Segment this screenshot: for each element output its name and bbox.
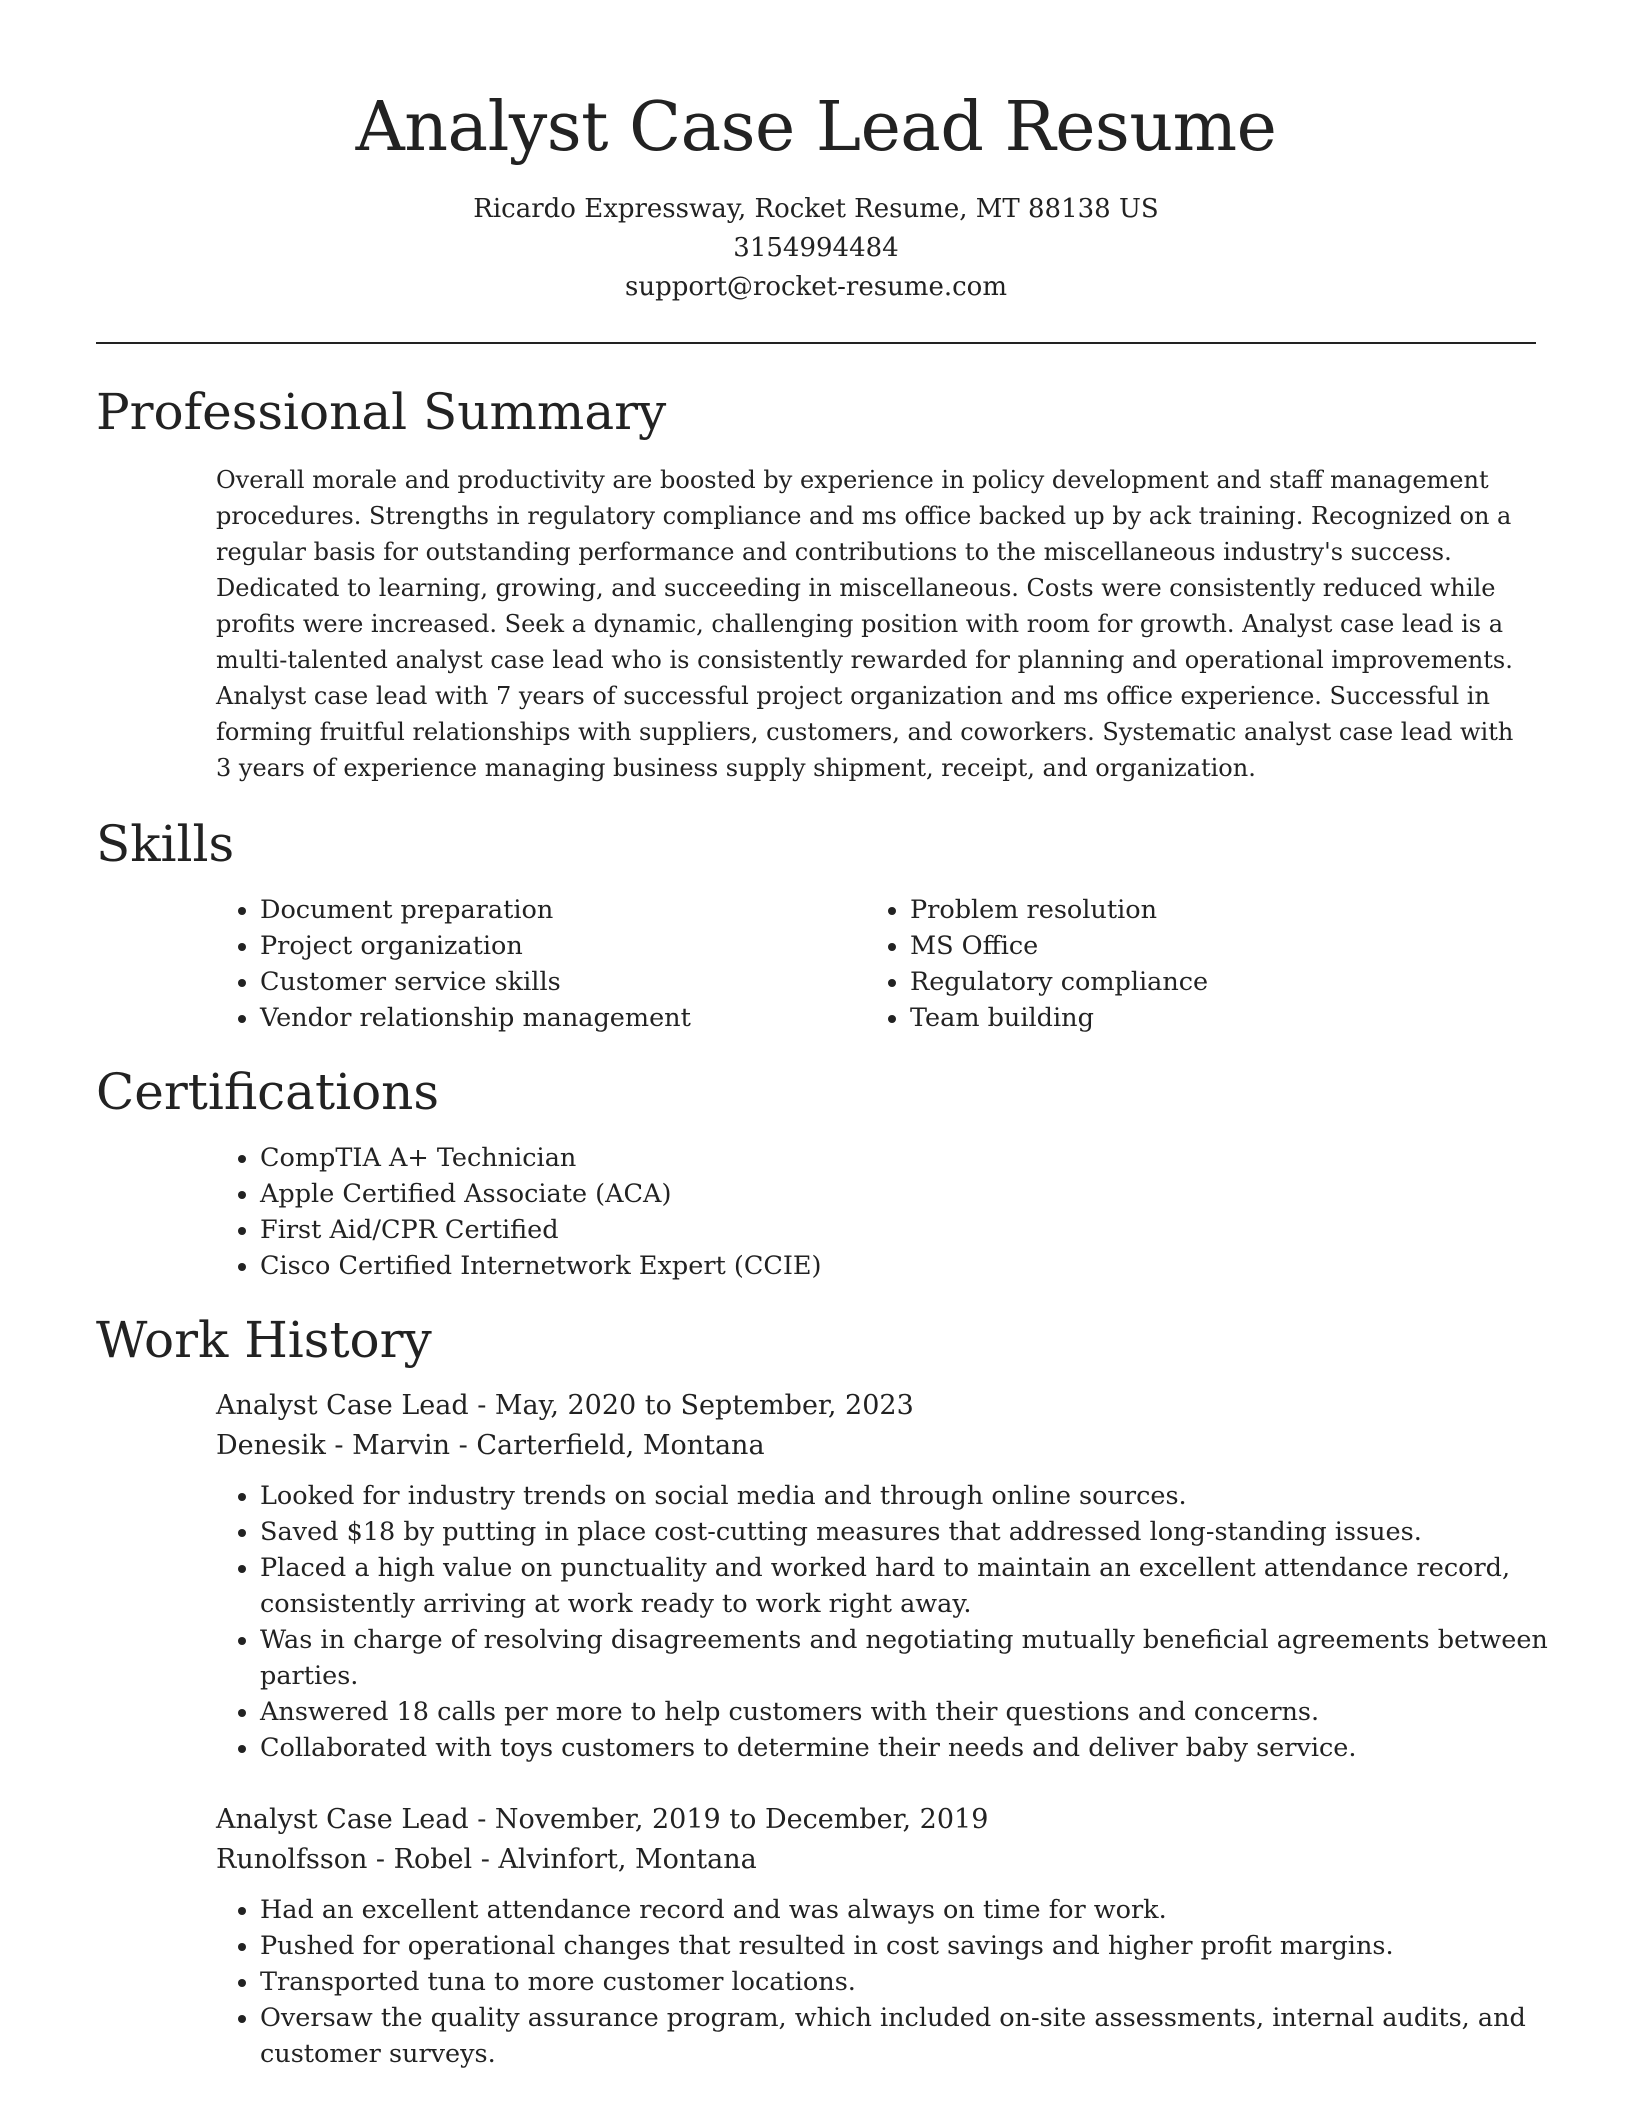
work-history-heading: Work History xyxy=(96,1311,432,1369)
list-item: • Was in charge of resolving disagreements and negotiating mutually beneficial agreements between parties. xyxy=(260,1622,1580,1694)
list-item: • Document preparation xyxy=(260,892,860,928)
list-item: • Customer service skills xyxy=(260,964,860,1000)
skills-list-left xyxy=(216,892,860,1036)
list-item: • Project organization xyxy=(260,928,860,964)
list-item: • Problem resolution xyxy=(910,892,1510,928)
list-item: • Placed a high value on punctuality and worked hard to maintain an excellent attendance record, consistently arriving at work ready to work right away. xyxy=(260,1550,1580,1622)
list-item: • Saved $18 by putting in place cost-cutting measures that addressed long-standing issues. xyxy=(260,1514,1580,1550)
job-company-line: Denesik - Marvin - Carterfield, Montana xyxy=(216,1430,765,1461)
job-company-line: Runolfsson - Robel - Alvinfort, Montana xyxy=(216,1844,757,1875)
list-item: • Cisco Certified Internetwork Expert (CCIE) xyxy=(260,1248,1580,1284)
resume-title: Analyst Case Lead Resume xyxy=(355,88,1277,167)
list-item: • Had an excellent attendance record and was always on time for work. xyxy=(260,1892,1580,1928)
list-item: • Team building xyxy=(910,1000,1510,1036)
list-item: • Oversaw the quality assurance program, which included on-site assessments, internal audits, and customer surveys. xyxy=(260,2000,1580,2072)
certifications-heading: Certifications xyxy=(96,1063,440,1121)
skills-heading: Skills xyxy=(96,815,235,873)
list-item: • Transported tuna to more customer locations. xyxy=(260,1964,1580,2000)
summary-heading: Professional Summary xyxy=(96,383,667,441)
contact-address: Ricardo Expressway, Rocket Resume, MT 88138 US xyxy=(473,194,1159,224)
summary-text: Overall morale and productivity are boosted by experience in policy development and staff management procedures. Strengths in regulatory compliance and ms office backed up by ack training. Recognized on a regular basis for outstanding performance and contributions to the miscellaneous industry's success. Dedicated to learning, growing, and succeeding in miscellaneous. Costs were consistently reduced while profits were increased. Seek a dynamic, challenging position with room for growth. Analyst case lead is a multi-talented analyst case lead who is consistently rewarded for planning and operational improvements. Analyst case lead with 7 years of successful project organization and ms office experience. Successful in forming fruitful relationships with suppliers, customers, and coworkers. Systematic analyst case lead with 3 years of experience managing business supply shipment, receipt, and organization. xyxy=(216,466,1514,782)
list-item: • CompTIA A+ Technician xyxy=(260,1140,1580,1176)
list-item: • MS Office xyxy=(910,928,1510,964)
certifications-list xyxy=(216,1140,1580,1284)
list-item: • Answered 18 calls per more to help customers with their questions and concerns. xyxy=(260,1694,1580,1730)
list-item: • Regulatory compliance xyxy=(910,964,1510,1000)
job-title-line: Analyst Case Lead - November, 2019 to December, 2019 xyxy=(216,1804,989,1835)
header-divider xyxy=(96,342,1536,344)
list-item: • First Aid/CPR Certified xyxy=(260,1212,1580,1248)
job-bullets xyxy=(216,1892,1580,2072)
list-item: • Apple Certified Associate (ACA) xyxy=(260,1176,1580,1212)
contact-phone: 3154994484 xyxy=(733,233,899,263)
contact-email: support@rocket-resume.com xyxy=(624,272,1007,302)
contact-block xyxy=(0,190,1632,307)
skills-list-right xyxy=(866,892,1510,1036)
job-title-line: Analyst Case Lead - May, 2020 to September, 2023 xyxy=(216,1390,914,1421)
list-item: • Collaborated with toys customers to determine their needs and deliver baby service. xyxy=(260,1730,1580,1766)
list-item: • Pushed for operational changes that resulted in cost savings and higher profit margins. xyxy=(260,1928,1580,1964)
list-item: • Vendor relationship management xyxy=(260,1000,860,1036)
job-bullets xyxy=(216,1478,1580,1766)
list-item: • Looked for industry trends on social media and through online sources. xyxy=(260,1478,1580,1514)
